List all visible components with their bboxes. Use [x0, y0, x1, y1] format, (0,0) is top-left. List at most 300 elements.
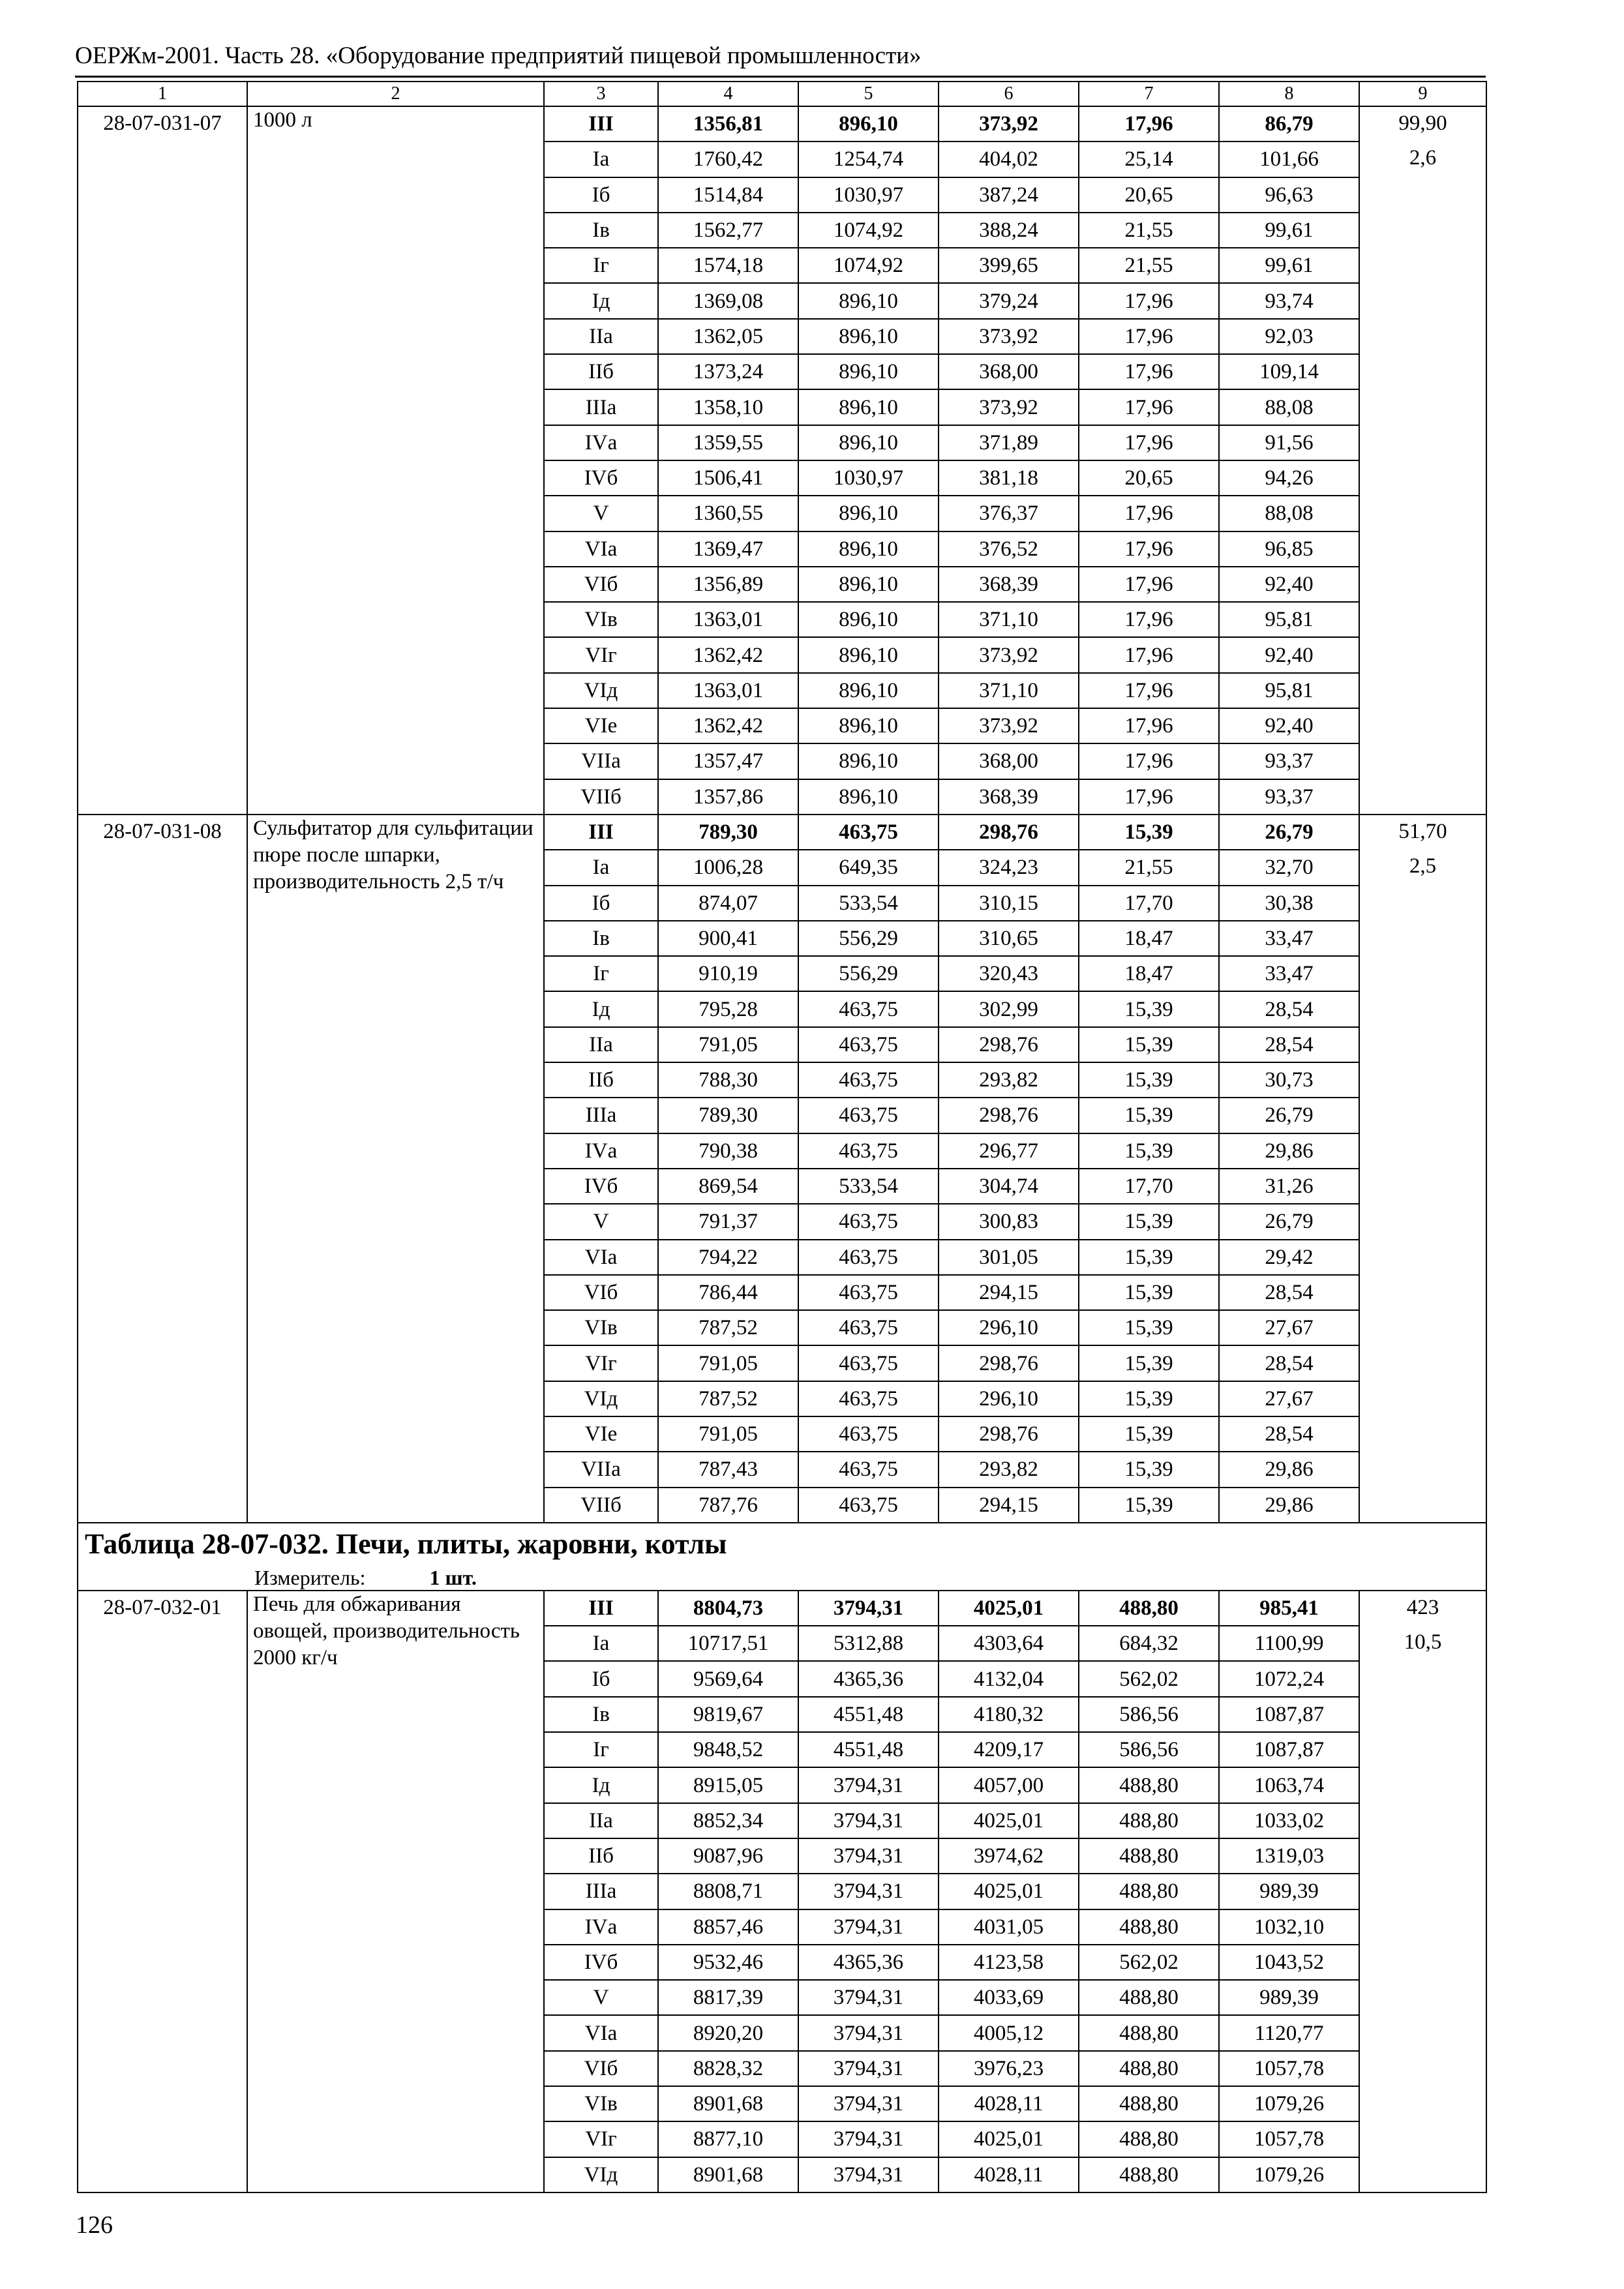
cost-value: 896,10	[798, 496, 939, 531]
cost-value: 3794,31	[798, 2051, 939, 2086]
empty-cell	[1359, 1945, 1486, 1980]
cost-value: 88,08	[1219, 496, 1359, 531]
cost-value: 302,99	[939, 991, 1079, 1026]
cost-value: 562,02	[1079, 1945, 1219, 1980]
cost-value: 869,54	[658, 1169, 798, 1204]
column-number: 3	[544, 82, 658, 106]
cost-value: 1360,55	[658, 496, 798, 531]
empty-cell	[1359, 1980, 1486, 2015]
cost-value: 93,37	[1219, 779, 1359, 815]
cost-value: 787,43	[658, 1452, 798, 1487]
cost-value: 463,75	[798, 1488, 939, 1523]
region-category: IIа	[544, 319, 658, 354]
region-category: Iв	[544, 921, 658, 956]
cost-value: 562,02	[1079, 1661, 1219, 1696]
cost-value: 791,37	[658, 1204, 798, 1239]
cost-value: 388,24	[939, 213, 1079, 248]
empty-cell	[1359, 283, 1486, 318]
region-category: VIд	[544, 1381, 658, 1416]
cost-value: 463,75	[798, 1416, 939, 1452]
cost-value: 794,22	[658, 1240, 798, 1275]
header-rule	[75, 76, 1486, 78]
empty-cell	[1359, 1345, 1486, 1381]
cost-value: 15,39	[1079, 991, 1219, 1026]
cost-value: 789,30	[658, 1098, 798, 1133]
cost-value: 15,39	[1079, 1098, 1219, 1133]
cost-value: 15,39	[1079, 1488, 1219, 1523]
region-category: VIд	[544, 2157, 658, 2192]
cost-value: 18,47	[1079, 956, 1219, 991]
cost-value: 15,39	[1079, 1240, 1219, 1275]
cost-value: 320,43	[939, 956, 1079, 991]
empty-cell	[1359, 354, 1486, 389]
cost-value: 3794,31	[798, 1874, 939, 1909]
table-title: Таблица 28-07-032. Печи, плиты, жаровни, котлы	[78, 1523, 1486, 1565]
cost-value: 294,15	[939, 1488, 1079, 1523]
cost-value: 29,86	[1219, 1133, 1359, 1169]
cost-value: 371,89	[939, 425, 1079, 460]
cost-value: 92,40	[1219, 567, 1359, 602]
cost-value: 4057,00	[939, 1767, 1079, 1803]
cost-value: 790,38	[658, 1133, 798, 1169]
meter	[78, 1565, 1486, 1591]
region-category: VIг	[544, 637, 658, 672]
cost-value: 896,10	[798, 708, 939, 743]
cost-value: 1362,42	[658, 708, 798, 743]
rate-code: 28-07-031-07	[78, 106, 247, 815]
cost-value: 92,40	[1219, 708, 1359, 743]
cost-value: 17,96	[1079, 496, 1219, 531]
cost-value: 787,76	[658, 1488, 798, 1523]
cost-value: 17,96	[1079, 389, 1219, 425]
cost-value: 463,75	[798, 1027, 939, 1062]
cost-value: 368,39	[939, 779, 1079, 815]
cost-value: 896,10	[798, 531, 939, 567]
cost-value: 91,56	[1219, 425, 1359, 460]
cost-value: 1369,47	[658, 531, 798, 567]
price-table	[77, 81, 1487, 2193]
cost-value: 3794,31	[798, 2121, 939, 2157]
region-category: IVа	[544, 1909, 658, 1945]
table-row	[78, 1591, 1486, 1626]
region-category: Iв	[544, 213, 658, 248]
cost-value: 1033,02	[1219, 1803, 1359, 1838]
cost-value: 5312,88	[798, 1626, 939, 1661]
empty-cell	[1359, 1767, 1486, 1803]
cost-value: 298,76	[939, 1098, 1079, 1133]
cost-value: 99,61	[1219, 213, 1359, 248]
cost-value: 30,38	[1219, 886, 1359, 921]
cost-value: 488,80	[1079, 1591, 1219, 1626]
cost-value: 28,54	[1219, 1416, 1359, 1452]
cost-value: 373,92	[939, 106, 1079, 142]
empty-cell	[1359, 1452, 1486, 1487]
cost-value: 296,77	[939, 1133, 1079, 1169]
cost-value: 8877,10	[658, 2121, 798, 2157]
rate-description: Печь для обжаривания овощей, производительность 2000 кг/ч	[247, 1591, 544, 2192]
cost-value: 29,42	[1219, 1240, 1359, 1275]
cost-value: 3794,31	[798, 1980, 939, 2015]
cost-value: 28,54	[1219, 991, 1359, 1026]
region-category: VIг	[544, 2121, 658, 2157]
region-category: VIа	[544, 1240, 658, 1275]
cost-value: 9569,64	[658, 1661, 798, 1696]
empty-cell	[1359, 673, 1486, 708]
region-category: VIв	[544, 1310, 658, 1345]
empty-cell	[1359, 177, 1486, 213]
column-number-row	[78, 82, 1486, 106]
cost-value: 788,30	[658, 1062, 798, 1098]
region-category: VIб	[544, 567, 658, 602]
cost-value: 31,26	[1219, 1169, 1359, 1204]
region-category: IVб	[544, 1945, 658, 1980]
empty-cell	[1359, 1661, 1486, 1696]
cost-value: 463,75	[798, 1098, 939, 1133]
cost-value: 488,80	[1079, 2051, 1219, 2086]
region-category: Iд	[544, 991, 658, 1026]
cost-value: 786,44	[658, 1275, 798, 1310]
cost-value: 15,39	[1079, 1345, 1219, 1381]
column-number: 2	[247, 82, 544, 106]
cost-value: 1358,10	[658, 389, 798, 425]
cost-value: 896,10	[798, 354, 939, 389]
cost-value: 1319,03	[1219, 1838, 1359, 1874]
cost-value: 463,75	[798, 1062, 939, 1098]
cost-value: 989,39	[1219, 1980, 1359, 2015]
region-category: Iд	[544, 1767, 658, 1803]
cost-value: 463,75	[798, 1381, 939, 1416]
empty-cell	[1359, 1098, 1486, 1133]
cost-value: 15,39	[1079, 1204, 1219, 1239]
empty-cell	[1359, 1874, 1486, 1909]
cost-value: 488,80	[1079, 2015, 1219, 2050]
region-category: III	[544, 815, 658, 850]
cost-value: 1363,01	[658, 602, 798, 637]
cost-value: 17,96	[1079, 743, 1219, 779]
column-number: 1	[78, 82, 247, 106]
cost-value: 27,67	[1219, 1381, 1359, 1416]
cost-value: 20,65	[1079, 460, 1219, 496]
empty-cell	[1359, 1275, 1486, 1310]
cost-value: 21,55	[1079, 213, 1219, 248]
cost-value: 28,54	[1219, 1345, 1359, 1381]
cost-value: 1030,97	[798, 460, 939, 496]
cost-value: 8915,05	[658, 1767, 798, 1803]
table-body	[78, 82, 1486, 2192]
empty-cell	[1359, 496, 1486, 531]
cost-value: 896,10	[798, 319, 939, 354]
empty-cell	[1359, 1803, 1486, 1838]
cost-value: 86,79	[1219, 106, 1359, 142]
cost-value: 15,39	[1079, 1133, 1219, 1169]
cost-value: 4005,12	[939, 2015, 1079, 2050]
region-category: VIIб	[544, 1488, 658, 1523]
cost-value: 649,35	[798, 850, 939, 885]
cost-value: 28,54	[1219, 1275, 1359, 1310]
table-row	[78, 815, 1486, 850]
empty-cell	[1359, 1697, 1486, 1732]
region-category: VIб	[544, 1275, 658, 1310]
region-category: V	[544, 1980, 658, 2015]
cost-value: 298,76	[939, 1416, 1079, 1452]
cost-value: 1562,77	[658, 213, 798, 248]
cost-value: 93,37	[1219, 743, 1359, 779]
cost-value: 910,19	[658, 956, 798, 991]
meter-value: 1 шт.	[429, 1565, 477, 1589]
region-category: Iа	[544, 142, 658, 177]
empty-cell	[1359, 2157, 1486, 2192]
empty-cell	[1359, 1488, 1486, 1523]
cost-value: 1357,47	[658, 743, 798, 779]
cost-value: 896,10	[798, 673, 939, 708]
cost-value: 3794,31	[798, 1767, 939, 1803]
cost-value: 17,96	[1079, 602, 1219, 637]
cost-value: 3794,31	[798, 2086, 939, 2121]
equipment-mass: 99,90	[1359, 106, 1486, 142]
region-category: Iа	[544, 850, 658, 885]
cost-value: 92,40	[1219, 637, 1359, 672]
region-category: IIб	[544, 354, 658, 389]
cost-value: 28,54	[1219, 1027, 1359, 1062]
cost-value: 30,73	[1219, 1062, 1359, 1098]
cost-value: 896,10	[798, 637, 939, 672]
cost-value: 18,47	[1079, 921, 1219, 956]
region-category: VIб	[544, 2051, 658, 2086]
cost-value: 368,39	[939, 567, 1079, 602]
empty-cell	[1359, 1909, 1486, 1945]
cost-value: 1079,26	[1219, 2157, 1359, 2192]
cost-value: 488,80	[1079, 1838, 1219, 1874]
cost-value: 17,96	[1079, 673, 1219, 708]
labor-cost: 10,5	[1359, 1626, 1486, 1661]
region-category: VIе	[544, 708, 658, 743]
cost-value: 488,80	[1079, 1767, 1219, 1803]
cost-value: 8901,68	[658, 2086, 798, 2121]
empty-cell	[1359, 1240, 1486, 1275]
cost-value: 324,23	[939, 850, 1079, 885]
cost-value: 684,32	[1079, 1626, 1219, 1661]
empty-cell	[1359, 708, 1486, 743]
cost-value: 8852,34	[658, 1803, 798, 1838]
region-category: VIIа	[544, 1452, 658, 1487]
cost-value: 1362,42	[658, 637, 798, 672]
cost-value: 463,75	[798, 1310, 939, 1345]
cost-value: 93,74	[1219, 283, 1359, 318]
region-category: IVб	[544, 460, 658, 496]
cost-value: 896,10	[798, 567, 939, 602]
cost-value: 9087,96	[658, 1838, 798, 1874]
cost-value: 404,02	[939, 142, 1079, 177]
cost-value: 15,39	[1079, 815, 1219, 850]
cost-value: 17,96	[1079, 637, 1219, 672]
cost-value: 17,96	[1079, 567, 1219, 602]
region-category: Iб	[544, 886, 658, 921]
region-category: V	[544, 496, 658, 531]
cost-value: 298,76	[939, 815, 1079, 850]
equipment-mass: 51,70	[1359, 815, 1486, 850]
cost-value: 787,52	[658, 1381, 798, 1416]
meter-label: Измеритель:	[254, 1565, 366, 1589]
region-category: VIIа	[544, 743, 658, 779]
cost-value: 896,10	[798, 283, 939, 318]
cost-value: 4028,11	[939, 2157, 1079, 2192]
cost-value: 373,92	[939, 319, 1079, 354]
cost-value: 1043,52	[1219, 1945, 1359, 1980]
cost-value: 1032,10	[1219, 1909, 1359, 1945]
region-category: Iа	[544, 1626, 658, 1661]
empty-cell	[1359, 1381, 1486, 1416]
cost-value: 1362,05	[658, 319, 798, 354]
cost-value: 25,14	[1079, 142, 1219, 177]
cost-value: 1074,92	[798, 248, 939, 283]
cost-value: 15,39	[1079, 1275, 1219, 1310]
column-number: 7	[1079, 82, 1219, 106]
cost-value: 985,41	[1219, 1591, 1359, 1626]
cost-value: 399,65	[939, 248, 1079, 283]
column-number: 5	[798, 82, 939, 106]
region-category: Iг	[544, 1732, 658, 1767]
cost-value: 1100,99	[1219, 1626, 1359, 1661]
cost-value: 15,39	[1079, 1381, 1219, 1416]
cost-value: 488,80	[1079, 2157, 1219, 2192]
cost-value: 556,29	[798, 921, 939, 956]
cost-value: 8857,46	[658, 1909, 798, 1945]
region-category: VIд	[544, 673, 658, 708]
cost-value: 94,26	[1219, 460, 1359, 496]
cost-value: 1760,42	[658, 142, 798, 177]
empty-cell	[1359, 1027, 1486, 1062]
empty-cell	[1359, 956, 1486, 991]
cost-value: 533,54	[798, 886, 939, 921]
cost-value: 4025,01	[939, 1803, 1079, 1838]
cost-value: 300,83	[939, 1204, 1079, 1239]
empty-cell	[1359, 991, 1486, 1026]
cost-value: 9819,67	[658, 1697, 798, 1732]
column-number: 6	[939, 82, 1079, 106]
cost-value: 33,47	[1219, 921, 1359, 956]
region-category: VIIб	[544, 779, 658, 815]
rate-code: 28-07-031-08	[78, 815, 247, 1523]
cost-value: 896,10	[798, 425, 939, 460]
cost-value: 787,52	[658, 1310, 798, 1345]
cost-value: 26,79	[1219, 1204, 1359, 1239]
cost-value: 1356,81	[658, 106, 798, 142]
empty-cell	[1359, 886, 1486, 921]
region-category: VIг	[544, 1345, 658, 1381]
cost-value: 791,05	[658, 1027, 798, 1062]
region-category: IIб	[544, 1062, 658, 1098]
cost-value: 3794,31	[798, 2015, 939, 2050]
cost-value: 556,29	[798, 956, 939, 991]
labor-cost: 2,6	[1359, 142, 1486, 177]
cost-value: 29,86	[1219, 1488, 1359, 1523]
cost-value: 1057,78	[1219, 2051, 1359, 2086]
cost-value: 1254,74	[798, 142, 939, 177]
rate-description: 1000 л	[247, 106, 544, 815]
cost-value: 3974,62	[939, 1838, 1079, 1874]
cost-value: 95,81	[1219, 602, 1359, 637]
cost-value: 1063,74	[1219, 1767, 1359, 1803]
column-number: 4	[658, 82, 798, 106]
cost-value: 4025,01	[939, 2121, 1079, 2157]
cost-value: 4180,32	[939, 1697, 1079, 1732]
empty-cell	[1359, 1732, 1486, 1767]
cost-value: 294,15	[939, 1275, 1079, 1310]
region-category: VIе	[544, 1416, 658, 1452]
cost-value: 26,79	[1219, 815, 1359, 850]
empty-cell	[1359, 1416, 1486, 1452]
cost-value: 1359,55	[658, 425, 798, 460]
cost-value: 99,61	[1219, 248, 1359, 283]
region-category: Iв	[544, 1697, 658, 1732]
region-category: Iб	[544, 177, 658, 213]
empty-cell	[1359, 1838, 1486, 1874]
cost-value: 586,56	[1079, 1697, 1219, 1732]
region-category: VIв	[544, 602, 658, 637]
cost-value: 1030,97	[798, 177, 939, 213]
cost-value: 15,39	[1079, 1062, 1219, 1098]
cost-value: 376,52	[939, 531, 1079, 567]
region-category: VIа	[544, 531, 658, 567]
cost-value: 17,70	[1079, 1169, 1219, 1204]
region-category: III	[544, 1591, 658, 1626]
cost-value: 3794,31	[798, 1803, 939, 1838]
empty-cell	[1359, 1310, 1486, 1345]
region-category: IVа	[544, 1133, 658, 1169]
rate-code: 28-07-032-01	[78, 1591, 247, 2192]
empty-cell	[1359, 1204, 1486, 1239]
cost-value: 4025,01	[939, 1874, 1079, 1909]
equipment-mass: 423	[1359, 1591, 1486, 1626]
empty-cell	[1359, 2086, 1486, 2121]
cost-value: 373,92	[939, 389, 1079, 425]
cost-value: 463,75	[798, 1204, 939, 1239]
cost-value: 17,96	[1079, 779, 1219, 815]
empty-cell	[1359, 425, 1486, 460]
cost-value: 4033,69	[939, 1980, 1079, 2015]
cost-value: 900,41	[658, 921, 798, 956]
column-number: 9	[1359, 82, 1486, 106]
cost-value: 379,24	[939, 283, 1079, 318]
region-category: VIа	[544, 2015, 658, 2050]
page-header: ОЕРЖм-2001. Часть 28. «Оборудование предприятий пищевой промышленности»	[75, 42, 922, 69]
cost-value: 488,80	[1079, 1803, 1219, 1838]
cost-value: 29,86	[1219, 1452, 1359, 1487]
cost-value: 4303,64	[939, 1626, 1079, 1661]
cost-value: 17,96	[1079, 708, 1219, 743]
cost-value: 368,00	[939, 743, 1079, 779]
cost-value: 1574,18	[658, 248, 798, 283]
cost-value: 1087,87	[1219, 1732, 1359, 1767]
empty-cell	[1359, 248, 1486, 283]
cost-value: 896,10	[798, 743, 939, 779]
empty-cell	[1359, 567, 1486, 602]
cost-value: 387,24	[939, 177, 1079, 213]
cost-value: 4123,58	[939, 1945, 1079, 1980]
cost-value: 488,80	[1079, 1874, 1219, 1909]
cost-value: 1506,41	[658, 460, 798, 496]
cost-value: 371,10	[939, 602, 1079, 637]
cost-value: 9532,46	[658, 1945, 798, 1980]
cost-value: 463,75	[798, 1240, 939, 1275]
cost-value: 17,96	[1079, 319, 1219, 354]
cost-value: 1357,86	[658, 779, 798, 815]
cost-value: 3976,23	[939, 2051, 1079, 2086]
cost-value: 96,63	[1219, 177, 1359, 213]
cost-value: 989,39	[1219, 1874, 1359, 1909]
cost-value: 8804,73	[658, 1591, 798, 1626]
cost-value: 1057,78	[1219, 2121, 1359, 2157]
